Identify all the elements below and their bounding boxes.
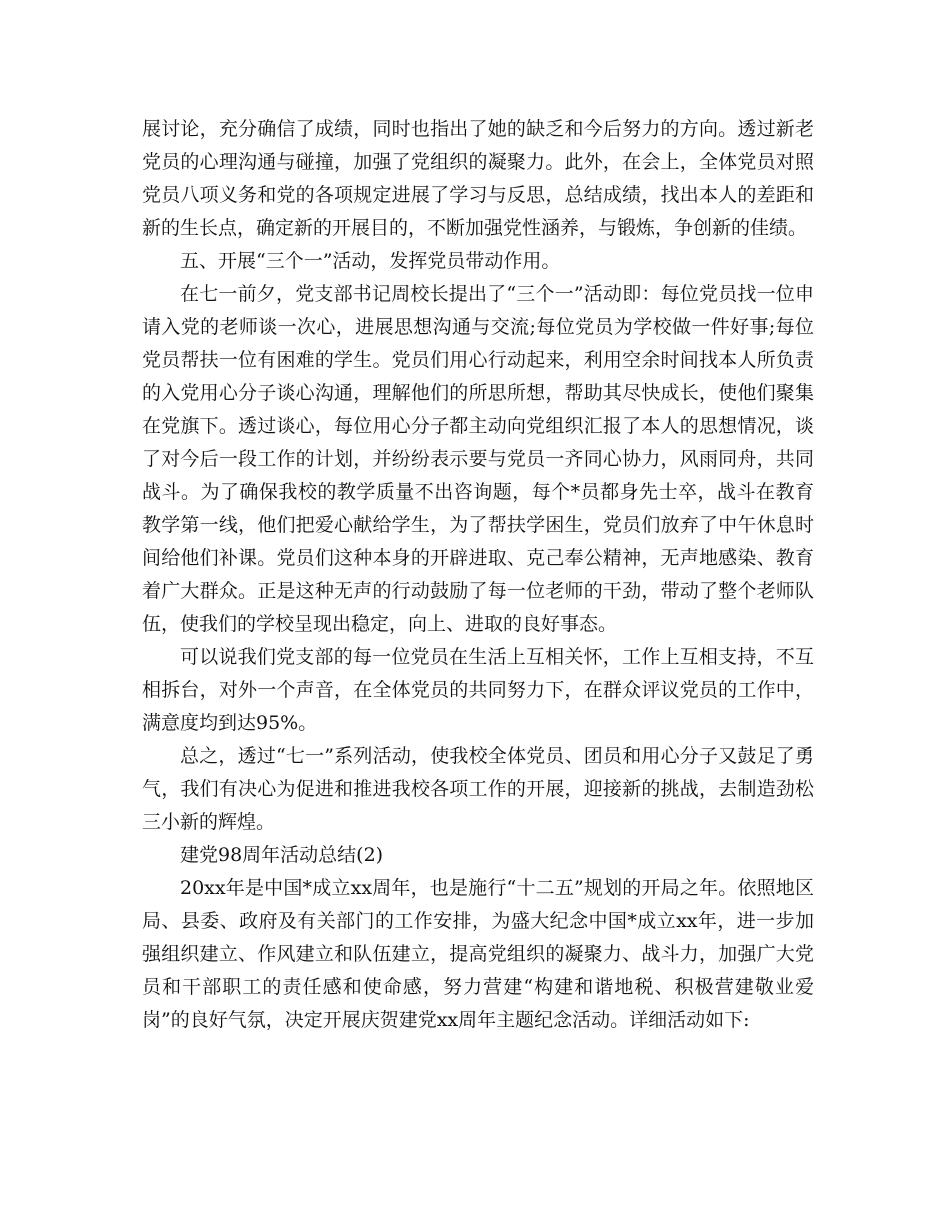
paragraph-conclusion: 总之，透过“七一”系列活动，使我校全体党员、团员和用心分子又鼓足了勇气，我们有决心为促进和推进我校各项工作的开展，迎接新的挑战，去制造劲松三小新的辉煌。 [142,745,814,833]
section-heading-five: 五、开展“三个一”活动，发挥党员带动作用。 [180,250,561,272]
paragraph-anniversary-intro: 20xx年是中国*成立xx周年，也是施行“十二五”规划的开局之年。依照地区局、县委、政府及有关部门的工作安排，为盛大纪念中国*成立xx年，进一步加强组织建立、作风建立和队伍建立，提高党组织的凝聚力、战斗力，加强广大党员和干部职工的责任感和使命感，努力营建“构建和谐地税、积极营建敬业爱岗”的良好气氛，决定开展庆贺建党xx周年主题纪念活动。详细活动如下: [142,877,814,1031]
paragraph-three-ones-activity: 在七一前夕，党支部书记周校长提出了“三个一”活动即：每位党员找一位申请入党的老师谈一次心，进展思想沟通与交流;每位党员为学校做一件好事;每位党员帮扶一位有困难的学生。党员们用心行动起来，利用空余时间找本人所负责的入党用心分子谈心沟通，理解他们的所思所想，帮助其尽快成长，使他们聚集在党旗下。透过谈心，每位用心分子都主动向党组织汇报了本人的思想情况，谈了对今后一段工作的计划，并纷纷表示要与党员一齐同心协力，风雨同舟，共同战斗。为了确保我校的教学质量不出咨询题，每个*员都身先士卒，战斗在教育教学第一线，他们把爱心献给学生，为了帮扶学困生，党员们放弃了中午休息时间给他们补课。党员们这种本身的开辟进取、克己奉公精神，无声地感染、教育着广大群众。正是这种无声的行动鼓励了每一位老师的干劲，带动了整个老师队伍，使我们的学校呈现出稳定，向上、进取的良好事态。 [142,283,814,635]
paragraph-continuation: 展讨论，充分确信了成绩，同时也指出了她的缺乏和今后努力的方向。透过新老党员的心理沟通与碰撞，加强了党组织的凝聚力。此外，在会上，全体党员对照党员八项义务和党的各项规定进展了学习与反思，总结成绩，找出本人的差距和新的生长点，确定新的开展目的，不断加强党性涵养，与锻炼，争创新的佳绩。 [142,118,814,239]
section-title-summary-2: 建党98周年活动总结(2) [180,844,384,866]
document-body [142,113,814,1037]
paragraph-mutual-support: 可以说我们党支部的每一位党员在生活上互相关怀，工作上互相支持，不互相拆台，对外一个声音，在全体党员的共同努力下，在群众评议党员的工作中，满意度均到达95%。 [142,646,814,734]
